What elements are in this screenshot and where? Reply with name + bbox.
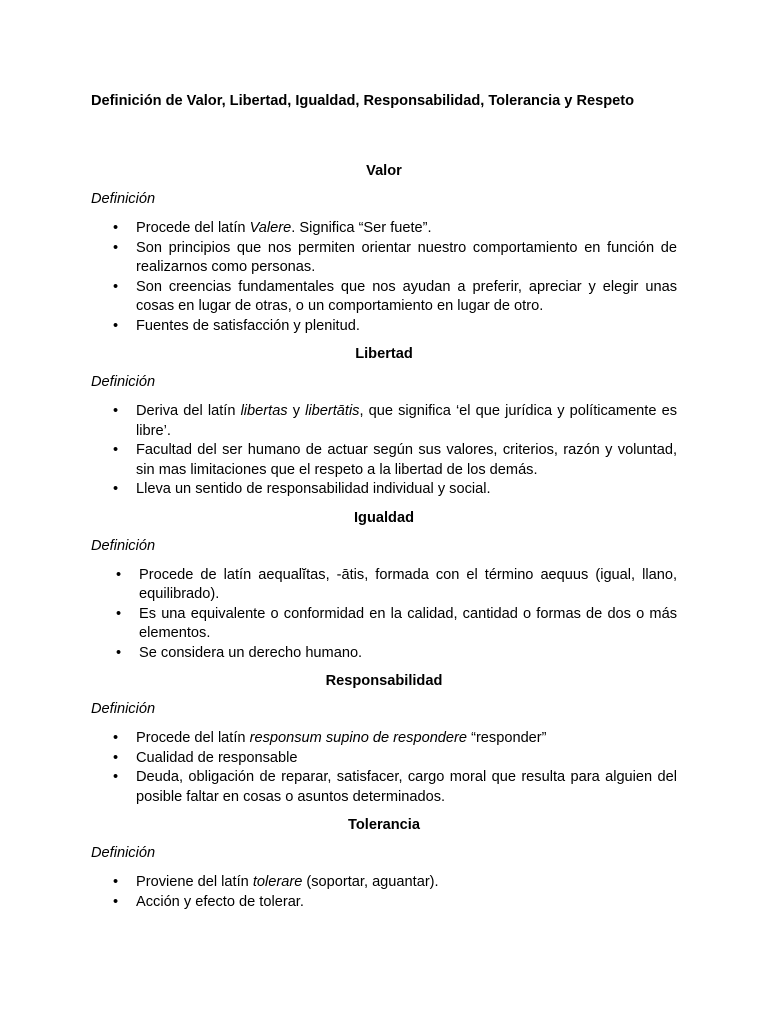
- list-item: • Procede del latín responsum supino de respondere “responder”: [91, 729, 677, 749]
- list-item: • Procede de latín aequalĭtas, -ātis, formada con el término aequus (igual, llano, equilibrado).: [91, 566, 677, 605]
- bullet-list: [91, 873, 677, 912]
- definition-label: Definición: [91, 537, 156, 554]
- list-item: • Cualidad de responsable: [91, 749, 677, 769]
- section-valor: [91, 161, 677, 336]
- definition-label: Definición: [91, 191, 156, 207]
- list-item: • Lleva un sentido de responsabilidad individual y social.: [91, 480, 677, 500]
- list-item: • Facultad del ser humano de actuar según sus valores, criterios, razón y voluntad, sin mas limitaciones que el respeto a la libertad de los demás.: [91, 441, 677, 480]
- list-item: • Deriva del latín libertas y libertātis, que significa ‘el que jurídica y políticamente es libre’.: [91, 402, 677, 441]
- list-item: • Proviene del latín tolerare (soportar, aguantar).: [91, 873, 677, 893]
- section-responsabilidad: [91, 671, 677, 807]
- definition-label: Definición: [91, 701, 156, 717]
- definition-label: Definición: [91, 845, 156, 861]
- definition-label: Definición: [91, 374, 156, 390]
- section-heading: Valor: [366, 163, 402, 179]
- section-libertad: [91, 344, 677, 500]
- section-heading: Responsabilidad: [325, 673, 443, 689]
- bullet-list: [91, 566, 677, 664]
- list-item: • Son creencias fundamentales que nos ayudan a preferir, apreciar y elegir unas cosas en lugar de otras, o un comportamiento en lugar de otro.: [91, 278, 677, 317]
- document-title: Definición de Valor, Libertad, Igualdad, Responsabilidad, Tolerancia y Respeto: [91, 93, 635, 109]
- list-item: • Se considera un derecho humano.: [91, 644, 677, 664]
- list-item: • Procede del latín Valere. Significa “Ser fuete”.: [91, 219, 677, 239]
- bullet-list: [91, 729, 677, 807]
- list-item: • Acción y efecto de tolerar.: [91, 893, 677, 913]
- section-heading: Tolerancia: [348, 817, 420, 833]
- section-heading: Libertad: [355, 346, 413, 362]
- section-igualdad: [91, 508, 677, 664]
- bullet-list: [91, 402, 677, 500]
- section-heading: Igualdad: [354, 509, 414, 526]
- list-item: • Fuentes de satisfacción y plenitud.: [91, 317, 677, 337]
- list-item: • Deuda, obligación de reparar, satisfacer, cargo moral que resulta para alguien del posible faltar en cosas o asuntos determinados.: [91, 768, 677, 807]
- list-item: • Son principios que nos permiten orientar nuestro comportamiento en función de realizarnos como personas.: [91, 239, 677, 278]
- bullet-list: [91, 219, 677, 336]
- section-tolerancia: [91, 815, 677, 912]
- list-item: • Es una equivalente o conformidad en la calidad, cantidad o formas de dos o más elementos.: [91, 605, 677, 644]
